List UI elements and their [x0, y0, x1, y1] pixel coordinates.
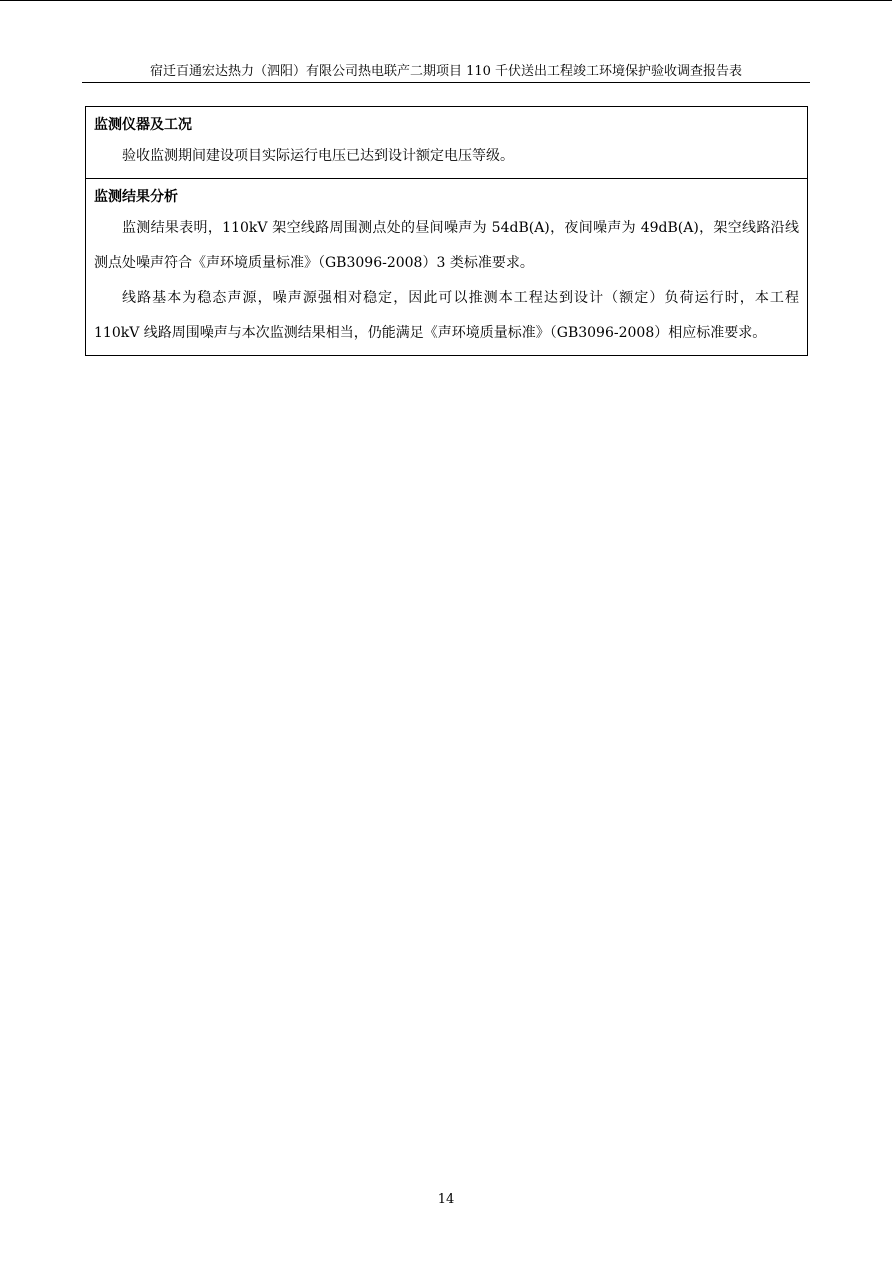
page-number: 14 [437, 1192, 455, 1207]
paragraph: 监测结果表明，110kV 架空线路周围测点处的昼间噪声为 54dB(A)，夜间噪声为 49dB(A)，架空线路沿线测点处噪声符合《声环境质量标准》（GB3096-2008）3 类标准要求。 [94, 220, 799, 271]
paragraph: 验收监测期间建设项目实际运行电压已达到设计额定电压等级。 [122, 148, 514, 164]
report-header-title: 宿迁百通宏达热力（泗阳）有限公司热电联产二期项目 110 千伏送出工程竣工环境保护验收调查报告表 [149, 64, 743, 79]
header-divider [82, 82, 810, 83]
paragraph: 线路基本为稳态声源，噪声源强相对稳定，因此可以推测本工程达到设计（额定）负荷运行时，本工程 110kV 线路周围噪声与本次监测结果相当，仍能满足《声环境质量标准》（GB3096-2008）相应标准要求。 [94, 290, 799, 341]
report-table [85, 106, 808, 356]
section-heading: 监测结果分析 [94, 189, 178, 205]
section-monitoring-instruments [86, 107, 807, 178]
section-monitoring-results [86, 178, 807, 355]
section-heading: 监测仪器及工况 [94, 117, 192, 133]
page-top-border [0, 0, 892, 1]
